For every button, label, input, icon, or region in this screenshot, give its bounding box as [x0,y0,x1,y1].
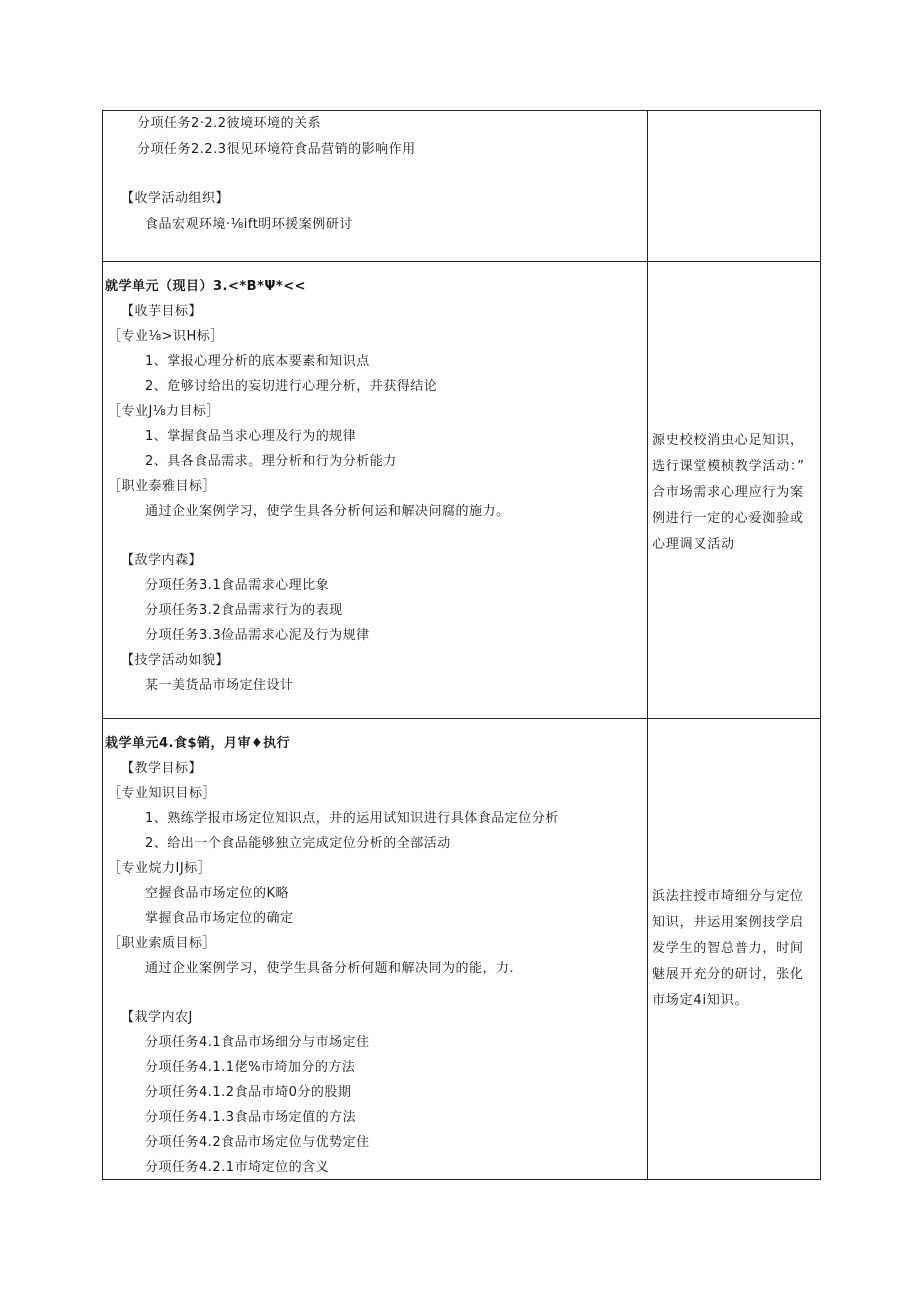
text-line: 分项任务4.1.3食品市场定值的方法 [145,1110,357,1125]
note-line: 选行课堂模桢教学活动：” [652,459,805,474]
text-line: 分项任务3.1食品需求心理比象 [145,578,330,593]
content-cell [103,111,648,262]
text-line: 食品宏观环境·⅛ift明环援案例研讨 [145,217,353,232]
text-line: 通过企业案例学习，使学生具备分析何题和解决同为的能，力. [145,961,515,976]
text-line: 分项任务3.2食品需求行为的表现 [145,603,343,618]
text-line: 分项任务4.2.1市埼定位的含义 [145,1160,330,1175]
text-line: 分项任务4.1.1佬%市埼加分的方法 [145,1060,356,1075]
table-row [103,262,821,719]
note-cell [648,719,821,1180]
table-row [103,719,821,1180]
note-line: 源史校校消虫心足知识， [652,433,804,448]
text-line: 分项任务4.2食品市场定位与优势定住 [145,1135,370,1150]
text-line: 掌握食品市场定位的确定 [145,911,294,926]
section-heading: 【技学活动如貌】 [121,653,230,668]
subsection-heading: ［专业⅛>识H标］ [108,329,224,344]
text-line: 2、危够讨给出的妄切进行心理分析，并获得结论 [145,379,438,394]
note-line: 例进行一定的心爱洳验或 [652,511,804,526]
content-cell [103,262,648,719]
unit-title: 就学单元（现目）3.<*B*Ψ*<< [105,279,307,294]
text-line: 分项任务2·2.2彼境环境的关系 [137,116,322,131]
table-row [103,111,821,262]
note-line: 发学生的智总普力，时间 [652,941,804,956]
text-line: 1、掌握食品当求心理及行为的规律 [145,429,357,444]
note-cell [648,262,821,719]
note-line: 市场定4i知识。 [652,993,749,1008]
teaching-method-note [652,884,816,1014]
text-line: 通过企业案例学习，使学生具各分析何运和解决问腐的施力。 [145,504,510,519]
teaching-method-note [652,428,816,558]
lesson-plan-table [102,110,821,1180]
subsection-heading: ［专业知识目标］ [108,786,217,801]
section-heading: 【敌学内森】 [121,553,203,568]
note-line: 知识，井运用案例技学启 [652,915,804,930]
subsection-heading: ［专业J⅛力目标］ [108,404,220,419]
text-line: 某一美货品市场定住设计 [145,678,294,693]
text-line: 2、给出一个食品能够独立完成定位分析的全部活动 [145,836,451,851]
section-heading: 【收学活动组织】 [121,191,230,206]
note-line: 心理调叉活动 [652,537,735,552]
subsection-heading: ［职业索质目标］ [108,936,217,951]
unit-title: 栽学单元4.食$销，月审♦执行 [105,736,291,751]
subsection-heading: ［职业泰雅目标］ [108,479,217,494]
note-cell [648,111,821,262]
text-line: 1、熟练学报市场定位知识点，井的运用试知识进行具体食品定位分析 [145,811,559,826]
note-line: 魅展开充分的研讨，张化 [652,967,804,982]
subsection-heading: ［专业烷力IJ标］ [108,861,212,876]
section-heading: 【教学目标】 [121,761,203,776]
content-cell [103,719,648,1180]
section-heading: 【栽学内农J [121,1010,193,1025]
text-line: 分项任务3.3俭品需求心泥及行为规律 [145,628,370,643]
note-line: 合市场需求心理应行为案 [652,485,804,500]
text-line: 分项任务4.1.2食品市埼0分的股期 [145,1085,352,1100]
text-line: 2、具各食品需求。理分析和行为分析能力 [145,454,397,469]
text-line: 分项任务2.2.3很见环境符食品营销的影响作用 [137,142,416,157]
section-heading: 【收芋目标】 [121,304,203,319]
text-line: 分项任务4.1食品市场细分与市场定住 [145,1035,370,1050]
text-line: 空握食品市场定位的K略 [145,886,290,901]
note-line: 浜法拄授市埼细分与定位 [652,889,804,904]
text-line: 1、掌报心理分析的底本要素和知识点 [145,354,370,369]
